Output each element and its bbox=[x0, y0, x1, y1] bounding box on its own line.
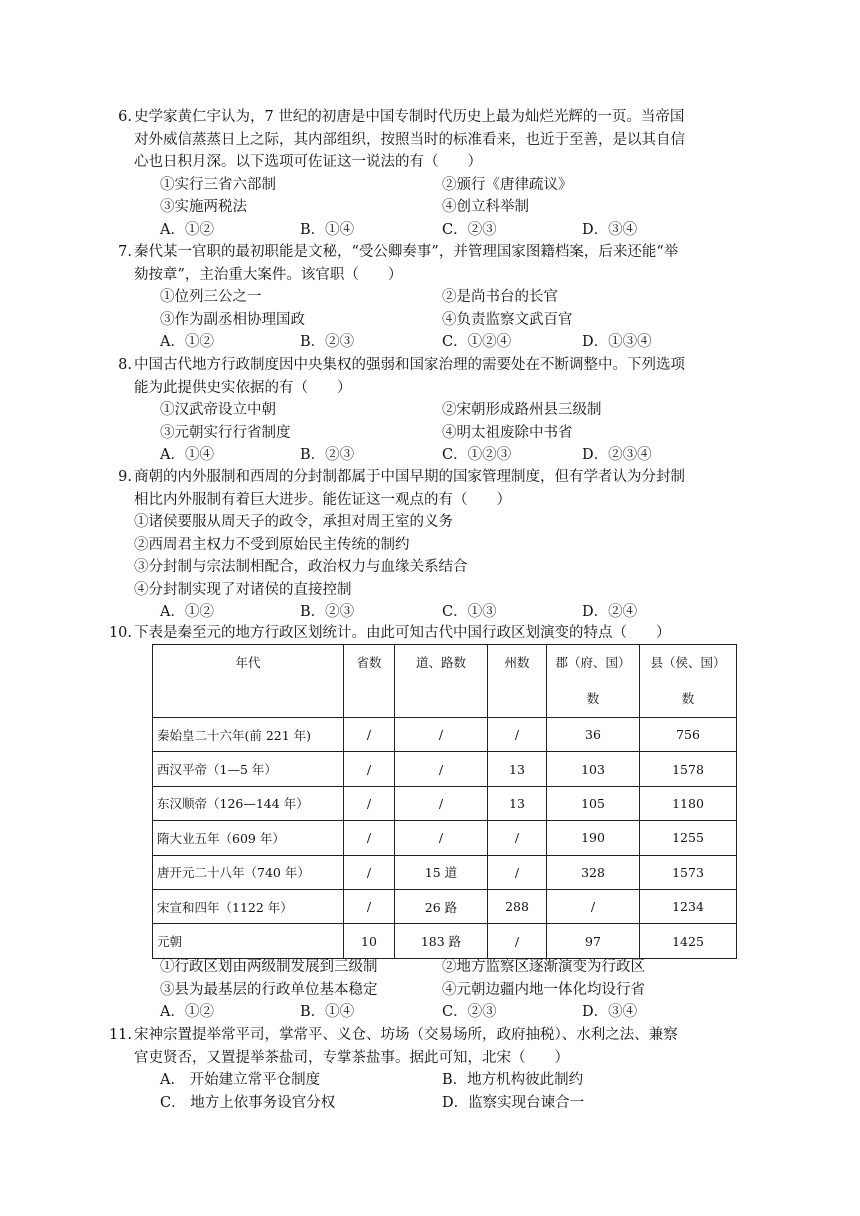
statement-item: ②宋朝形成路州县三级制 bbox=[442, 402, 602, 418]
table-cell: 1234 bbox=[640, 889, 737, 923]
table-cell: 东汉顺帝（126—144 年） bbox=[153, 786, 344, 820]
table-cell: / bbox=[488, 821, 547, 855]
statement-item: ④创立科举制 bbox=[442, 199, 529, 215]
statement-item: ③分封制与宗法制相配合，政治权力与血缘关系结合 bbox=[134, 559, 468, 575]
table-cell: 西汉平帝（1—5 年） bbox=[153, 752, 344, 786]
answer-choice-b[interactable]: B．②③ bbox=[300, 334, 355, 350]
answer-choice-a[interactable]: A．①② bbox=[160, 1004, 214, 1020]
question-number: 6. bbox=[118, 109, 132, 125]
question-text: 相比内外服制有着巨大进步。能佐证这一观点的有（ ） bbox=[134, 491, 511, 508]
table-cell: 隋大业五年（609 年） bbox=[153, 821, 344, 855]
statement-item: ④元朝边疆内地一体化均设行省 bbox=[442, 981, 645, 998]
question-text: 对外威信蒸蒸日上之际，其内部组织，按照当时的标准看来，也近于至善，是以其自信 bbox=[134, 131, 685, 148]
answer-choice-a[interactable]: A．①② bbox=[160, 604, 214, 620]
table-cell: 宋宣和四年（1122 年） bbox=[153, 889, 344, 923]
table-cell: / bbox=[344, 855, 395, 889]
answer-choice-b[interactable]: B．②③ bbox=[300, 447, 355, 463]
table-header: 年代 bbox=[153, 645, 344, 718]
table-cell: 13 bbox=[488, 752, 547, 786]
table-cell: 元朝 bbox=[153, 924, 344, 958]
table-header-row bbox=[153, 645, 737, 718]
table-header: 郡（府、国） 数 bbox=[547, 645, 640, 718]
table-row bbox=[153, 924, 737, 958]
table-cell: / bbox=[547, 889, 640, 923]
table-header: 省数 bbox=[344, 645, 395, 718]
table-cell: / bbox=[488, 924, 547, 958]
table-cell: 1578 bbox=[640, 752, 737, 786]
question-text: 劾按章”，主治重大案件。该官职（ ） bbox=[134, 266, 403, 283]
question-9 bbox=[118, 466, 734, 624]
question-text: 能为此提供史实依据的有（ ） bbox=[134, 379, 352, 396]
answer-choice-d[interactable]: D．③④ bbox=[582, 1004, 638, 1020]
table-cell: / bbox=[395, 786, 488, 820]
answer-choice-d[interactable]: D．②④ bbox=[582, 604, 638, 620]
table-cell: 183 路 bbox=[395, 924, 488, 958]
statement-item: ①实行三省六部制 bbox=[160, 176, 276, 193]
answer-choice-a[interactable]: A． 开始建立常平仓制度 bbox=[160, 1072, 321, 1088]
question-text: 官吏贤否，又置提举茶盐司，专掌茶盐事。据此可知，北宋（ ） bbox=[134, 1049, 569, 1066]
statement-item: ②地方监察区逐渐演变为行政区 bbox=[442, 959, 645, 975]
statement-item: ③作为副丞相协理国政 bbox=[160, 311, 305, 328]
table-cell: 15 道 bbox=[395, 855, 488, 889]
answer-choice-d[interactable]: D．③④ bbox=[582, 221, 638, 238]
table-cell: 97 bbox=[547, 924, 640, 958]
answer-choice-b[interactable]: B．地方机构彼此制约 bbox=[442, 1072, 584, 1088]
table-cell: 288 bbox=[488, 889, 547, 923]
table-cell: 10 bbox=[344, 924, 395, 958]
statement-item: ②西周君主权力不受到原始民主传统的制约 bbox=[134, 536, 410, 553]
statement-item: ①汉武帝设立中朝 bbox=[160, 402, 276, 418]
answer-choice-d[interactable]: D．①③④ bbox=[582, 334, 652, 350]
answer-choice-c[interactable]: C．①②④ bbox=[442, 334, 512, 350]
question-number: 10. bbox=[108, 625, 132, 641]
table-cell: 秦始皇二十六年(前 221 年) bbox=[153, 718, 344, 752]
question-text: 史学家黄仁宇认为，7 世纪的初唐是中国专制时代历史上最为灿烂光辉的一页。当帝国 bbox=[134, 109, 685, 125]
answer-choice-d[interactable]: D．②③④ bbox=[582, 447, 652, 463]
table-cell: / bbox=[488, 718, 547, 752]
answer-choice-c[interactable]: C．②③ bbox=[442, 221, 497, 238]
table-cell: 唐开元二十八年（740 年） bbox=[153, 855, 344, 889]
question-10 bbox=[108, 622, 734, 645]
question-7 bbox=[118, 241, 734, 354]
table-header: 道、路数 bbox=[395, 645, 488, 718]
question-11 bbox=[108, 1024, 734, 1114]
question-number: 7. bbox=[118, 244, 132, 260]
table-cell: 328 bbox=[547, 855, 640, 889]
answer-choice-d[interactable]: D．监察实现台谏合一 bbox=[442, 1094, 585, 1111]
table-cell: 1573 bbox=[640, 855, 737, 889]
table-body bbox=[153, 718, 737, 959]
table-cell: 1425 bbox=[640, 924, 737, 958]
question-text: 中国古代地方行政制度因中央集权的强弱和国家治理的需要处在不断调整中。下列选项 bbox=[134, 357, 685, 373]
statement-item: ④负责监察文武百官 bbox=[442, 311, 573, 328]
table-cell: / bbox=[395, 718, 488, 752]
question-10-options bbox=[134, 956, 734, 1024]
table-cell: / bbox=[395, 752, 488, 786]
question-text: 下表是秦至元的地方行政区划统计。由此可知古代中国行政区划演变的特点（ ） bbox=[134, 625, 671, 641]
table-cell: 1255 bbox=[640, 821, 737, 855]
table-row bbox=[153, 855, 737, 889]
question-text: 心也日积月深。以下选项可佐证这一说法的有（ ） bbox=[134, 154, 482, 170]
question-text: 宋神宗置提举常平司，掌常平、义仓、坊场（交易场所，政府抽税）、水利之法、兼察 bbox=[134, 1027, 678, 1043]
table-cell: / bbox=[395, 821, 488, 855]
answer-choice-c[interactable]: C．②③ bbox=[442, 1004, 497, 1020]
question-text: 商朝的内外服制和西周的分封制都属于中国早期的国家管理制度，但有学者认为分封制 bbox=[134, 469, 685, 485]
table-cell: 13 bbox=[488, 786, 547, 820]
statement-item: ①位列三公之一 bbox=[160, 289, 262, 305]
question-number: 11. bbox=[108, 1027, 132, 1043]
answer-choice-c[interactable]: C．①③ bbox=[442, 604, 497, 620]
statement-item: ③县为最基层的行政单位基本稳定 bbox=[160, 981, 378, 998]
table-row bbox=[153, 889, 737, 923]
table-cell: 26 路 bbox=[395, 889, 488, 923]
answer-choice-b[interactable]: B．①④ bbox=[300, 1004, 355, 1020]
answer-choice-b[interactable]: B．②③ bbox=[300, 604, 355, 620]
answer-choice-b[interactable]: B．①④ bbox=[300, 221, 355, 238]
answer-choice-a[interactable]: A．①② bbox=[160, 221, 214, 238]
table-header: 州数 bbox=[488, 645, 547, 718]
table-cell: 105 bbox=[547, 786, 640, 820]
answer-choice-c[interactable]: C． 地方上依事务设官分权 bbox=[160, 1094, 336, 1111]
table-cell: / bbox=[344, 718, 395, 752]
statement-item: ①诸侯要服从周天子的政令，承担对周王室的义务 bbox=[134, 514, 453, 530]
statement-item: ②颁行《唐律疏议》 bbox=[442, 176, 573, 193]
table-cell: / bbox=[344, 786, 395, 820]
table-cell: / bbox=[344, 821, 395, 855]
answer-choice-c[interactable]: C．①②③ bbox=[442, 447, 512, 463]
table-cell: / bbox=[488, 855, 547, 889]
table-cell: 103 bbox=[547, 752, 640, 786]
table-cell: 190 bbox=[547, 821, 640, 855]
question-8 bbox=[118, 354, 734, 467]
answer-choice-a[interactable]: A．①② bbox=[160, 334, 214, 350]
statement-item: ④分封制实现了对诸侯的直接控制 bbox=[134, 581, 352, 598]
statement-item: ①行政区划由两级制发展到三级制 bbox=[160, 959, 378, 975]
table-row bbox=[153, 786, 737, 820]
table-row bbox=[153, 718, 737, 752]
table-cell: / bbox=[344, 889, 395, 923]
table-row bbox=[153, 821, 737, 855]
question-number: 8. bbox=[118, 357, 132, 373]
statement-item: ④明太祖废除中书省 bbox=[442, 424, 573, 441]
table-header: 县（侯、国） 数 bbox=[640, 645, 737, 718]
table-cell: 756 bbox=[640, 718, 737, 752]
question-6 bbox=[118, 106, 734, 241]
table-row bbox=[153, 752, 737, 786]
table-cell: 1180 bbox=[640, 786, 737, 820]
table-cell: / bbox=[344, 752, 395, 786]
region-statistics-table bbox=[152, 644, 737, 959]
statement-item: ③元朝实行行省制度 bbox=[160, 424, 291, 441]
question-text: 秦代某一官职的最初职能是文秘，“受公卿奏事”，并管理国家图籍档案，后来还能“举 bbox=[134, 244, 679, 260]
statement-item: ②是尚书台的长官 bbox=[442, 289, 558, 305]
question-number: 9. bbox=[118, 469, 132, 485]
statement-item: ③实施两税法 bbox=[160, 199, 247, 215]
table-cell: 36 bbox=[547, 718, 640, 752]
answer-choice-a[interactable]: A．①④ bbox=[160, 447, 214, 463]
